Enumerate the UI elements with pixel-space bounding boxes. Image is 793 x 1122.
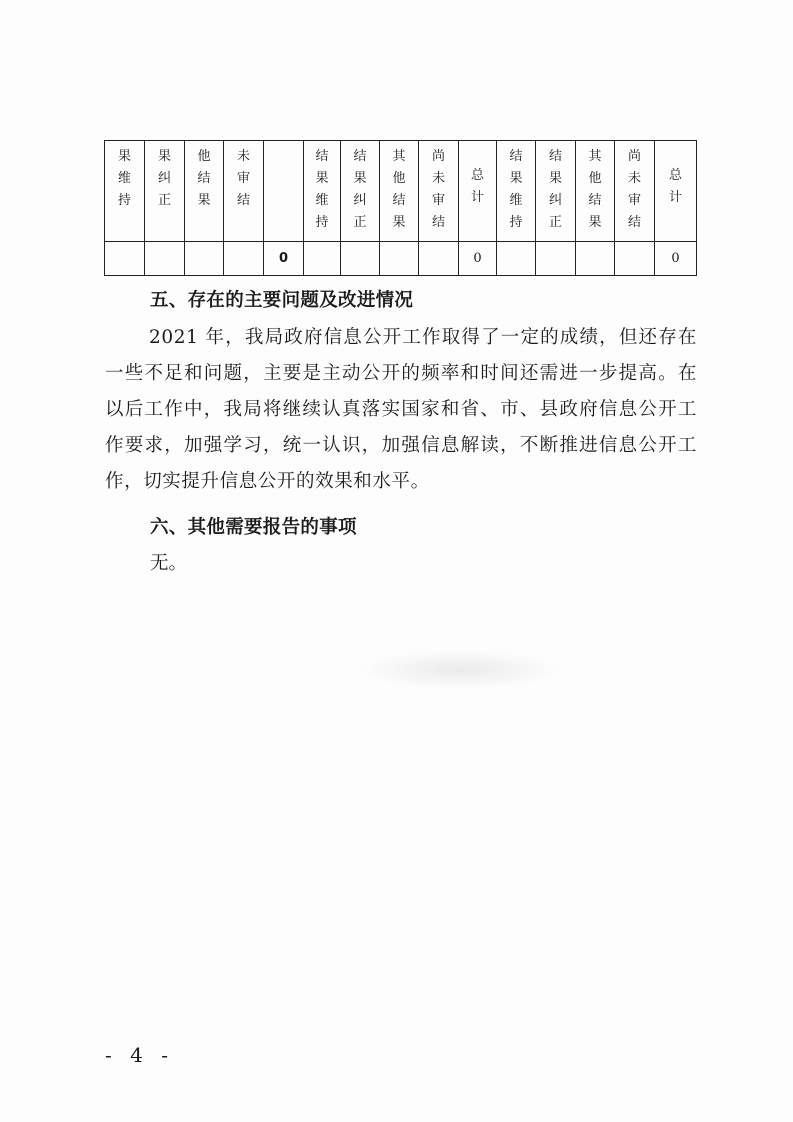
table-row (105, 242, 697, 276)
section-6-heading: 六、其他需要报告的事项 (150, 517, 357, 538)
statistics-table-fragment (104, 140, 696, 275)
table-header-cell: 未审结 (224, 141, 264, 242)
table-cell (497, 242, 536, 276)
table-header-cell: 结果纠正 (536, 141, 576, 242)
table-cell: 0 (459, 242, 497, 276)
table-cell: 0 (264, 242, 304, 276)
table-header-cell: 其他结果 (576, 141, 615, 242)
section-6-paragraph: 无。 (150, 553, 188, 574)
table-cell (224, 242, 264, 276)
section-5-heading: 五、存在的主要问题及改进情况 (150, 290, 414, 311)
table-cell (185, 242, 224, 276)
table-cell (615, 242, 655, 276)
table-cell (380, 242, 419, 276)
section-5-paragraph: 2021 年，我局政府信息公开工作取得了一定的成绩，但还存在一些不足和问题，主要是主动公开的频率和时间还需进一步提高。在以后工作中，我局将继续认真落实国家和省、市、县政府信息公开工作要求，加强学习，统一认识，加强信息解读，不断推进信息公开工作，切实提升信息公开的效果和水平。 (105, 327, 697, 492)
table-header-cell: 其他结果 (380, 141, 419, 242)
table-cell (145, 242, 185, 276)
table-cell (105, 242, 145, 276)
table-cell (419, 242, 459, 276)
table-header-cell: 果纠正 (145, 141, 185, 242)
table-header-cell: 果维持 (105, 141, 145, 242)
page-number: - 4 - (105, 1043, 174, 1067)
table-header-cell: 总计 (459, 141, 497, 242)
table-header-cell: 结果维持 (497, 141, 536, 242)
table-cell (341, 242, 380, 276)
statistics-table (104, 140, 697, 276)
table-cell (304, 242, 341, 276)
table-header-cell: 总计 (655, 141, 697, 242)
table-cell (536, 242, 576, 276)
table-header-cell: 结果维持 (304, 141, 341, 242)
table-header-cell: 尚未审结 (615, 141, 655, 242)
faded-stamp-mark (360, 650, 560, 690)
table-header-cell: 结果纠正 (341, 141, 380, 242)
table-cell (576, 242, 615, 276)
table-header-cell: 尚未审结 (419, 141, 459, 242)
table-cell: 0 (655, 242, 697, 276)
table-header-row (105, 141, 697, 242)
table-header-cell (264, 141, 304, 242)
table-header-cell: 他结果 (185, 141, 224, 242)
